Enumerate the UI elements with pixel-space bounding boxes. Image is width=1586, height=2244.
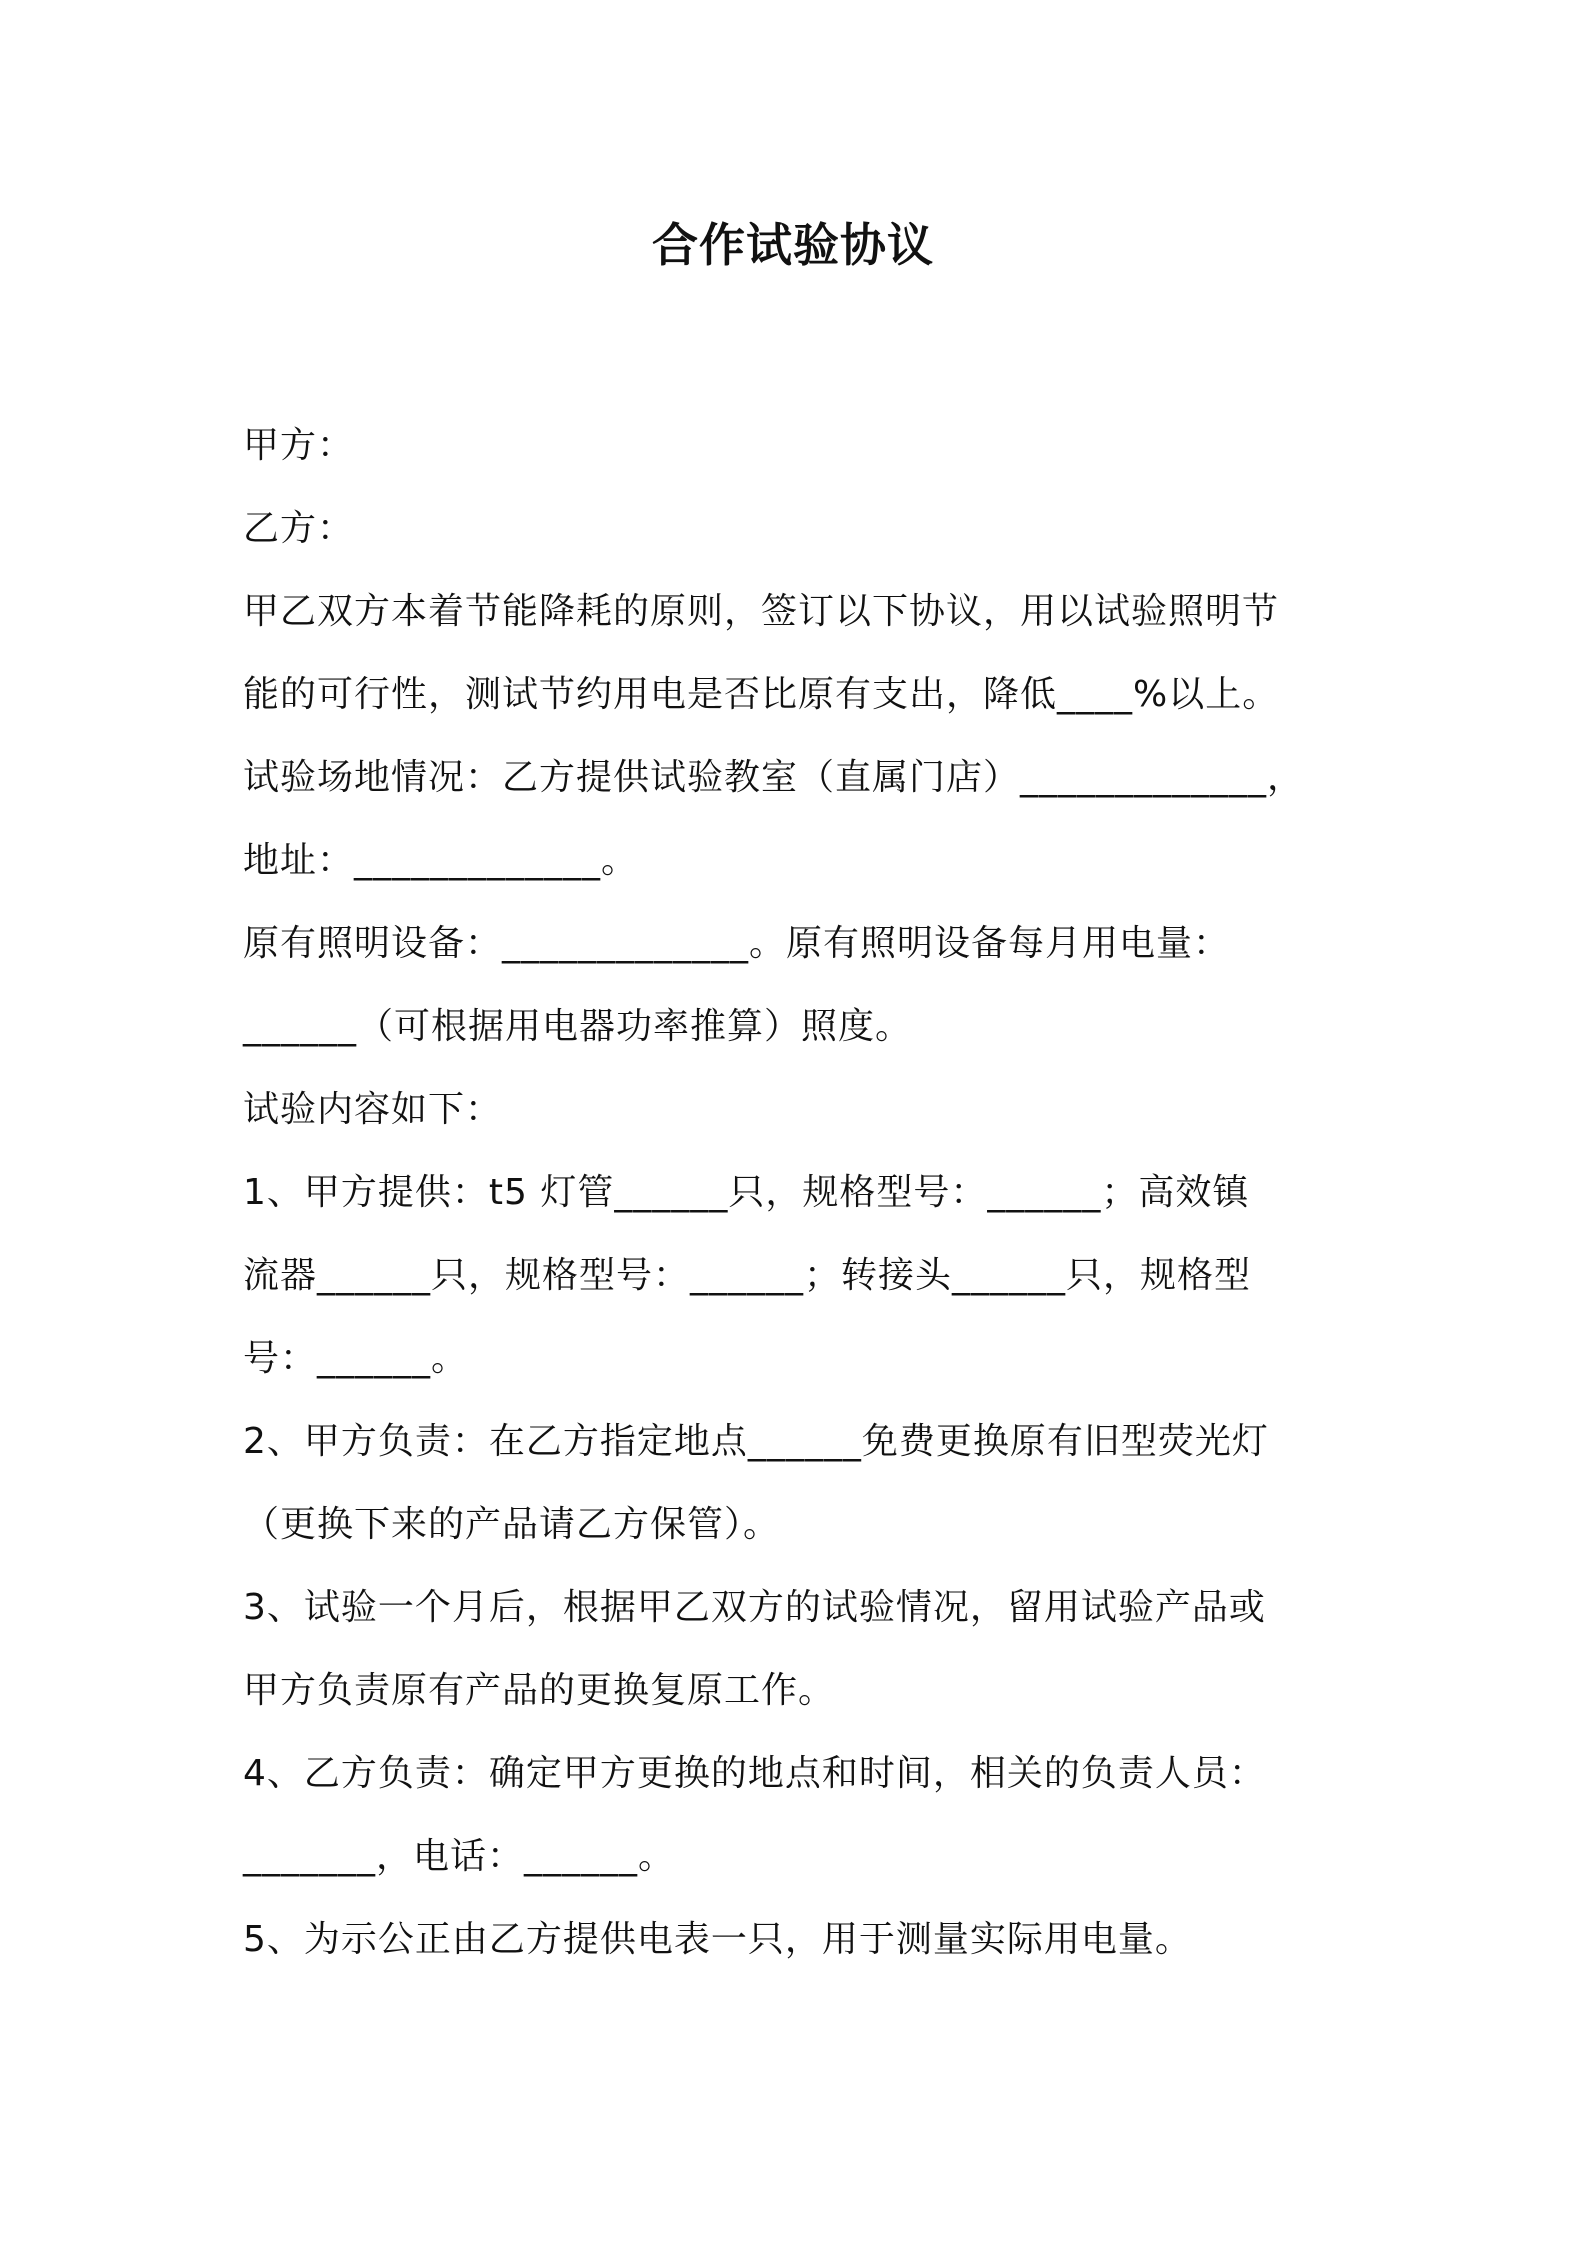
document-title: 合作试验协议 (652, 218, 934, 272)
party-a-line: 甲方： (243, 425, 355, 466)
clause-3-line-2: 甲方负责原有产品的更换复原工作。 (243, 1670, 836, 1711)
clause-1-line-1: 1、甲方提供：t5 灯管______只，规格型号：______；高效镇 (243, 1172, 1250, 1213)
clause-1-line-2: 流器______只，规格型号：______；转接头______只，规格型 (243, 1255, 1252, 1296)
intro-line-2: 能的可行性，测试节约用电是否比原有支出，降低____%以上。 (243, 674, 1280, 715)
intro-line-1: 甲乙双方本着节能降耗的原则，签订以下协议，用以试验照明节 (243, 591, 1280, 632)
address-line: 地址：_____________。 (243, 840, 639, 881)
site-line: 试验场地情况：乙方提供试验教室（直属门店）_____________， (243, 757, 1305, 798)
equipment-line-1: 原有照明设备：_____________。原有照明设备每月用电量： (243, 923, 1231, 964)
document-body (243, 404, 1363, 1981)
clause-5-line-1: 5、为示公正由乙方提供电表一只，用于测量实际用电量。 (243, 1919, 1192, 1960)
clause-1-line-3: 号：______。 (243, 1338, 469, 1379)
party-b-line: 乙方： (243, 508, 355, 549)
clause-4-line-2: _______，电话：______。 (243, 1836, 676, 1877)
content-heading: 试验内容如下： (243, 1089, 503, 1130)
clause-2-line-2: （更换下来的产品请乙方保管）。 (243, 1504, 781, 1545)
equipment-line-2: ______（可根据用电器功率推算）照度。 (243, 1006, 913, 1047)
clause-4-line-1: 4、乙方负责：确定甲方更换的地点和时间，相关的负责人员： (243, 1753, 1266, 1794)
clause-3-line-1: 3、试验一个月后，根据甲乙双方的试验情况，留用试验产品或 (243, 1587, 1266, 1628)
clause-2-line-1: 2、甲方负责：在乙方指定地点______免费更换原有旧型荧光灯 (243, 1421, 1269, 1462)
